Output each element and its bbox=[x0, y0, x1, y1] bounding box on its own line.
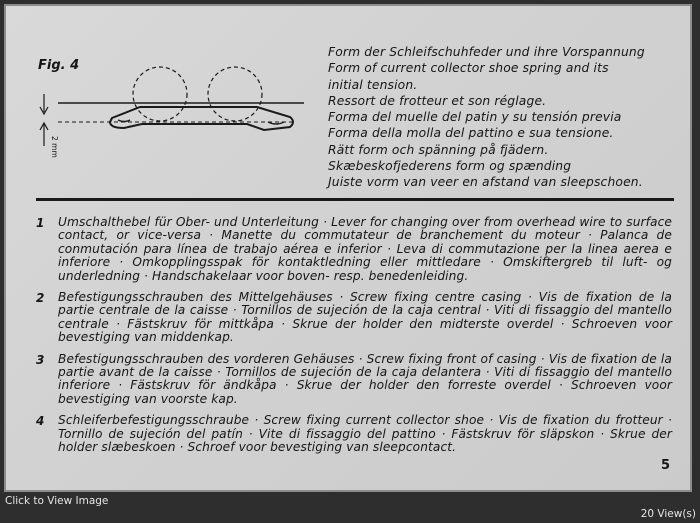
part-description: Befestigungsschrauben des vorderen Gehäuses · Screw fixing front of casing · Vis de fixation de la partie avant de la caisse · Tornillos de sujeción de la caja delantera · Viti di fissaggio del mantello inferiore · Fästskruv för ändkåpa · Skrue der holder den forreste overdel · Schroeven voor bevestiging van voorste kap. bbox=[58, 351, 672, 406]
parts-list bbox=[36, 216, 672, 463]
part-number: 3 bbox=[36, 352, 45, 367]
caption-line: Forma della molla del pattino e sua tensione. bbox=[328, 126, 614, 141]
figure-caption bbox=[328, 44, 645, 191]
figure-label: Fig. 4 bbox=[38, 58, 80, 73]
part-number: 2 bbox=[36, 291, 45, 306]
view-count: 20 View(s) bbox=[640, 508, 696, 520]
caption-line: initial tension. bbox=[328, 77, 418, 92]
manual-page-photo[interactable] bbox=[4, 4, 692, 492]
caption-line: Rätt form och spänning på fjädern. bbox=[328, 142, 549, 157]
caption-line: Form der Schleifschuhfeder und ihre Vorspannung bbox=[328, 45, 645, 59]
section-divider bbox=[36, 198, 674, 201]
part-description: Befestigungsschrauben des Mittelgehäuses · Screw fixing centre casing · Vis de fixation de la partie centrale de la caisse · Tornillos de sujeción de la caja central · Viti di fissaggio del mantello centrale · Fästskruv för mittkåpa · Skrue der holder den midterste overdel · Schroeven voor bevestiging van middenkap. bbox=[58, 290, 672, 345]
wheel-circle-right bbox=[208, 67, 262, 121]
part-item bbox=[36, 216, 672, 283]
part-number: 4 bbox=[36, 414, 45, 429]
part-item bbox=[36, 414, 672, 454]
part-item bbox=[36, 353, 672, 407]
dimension-label: 2 mm bbox=[50, 136, 59, 158]
shoe-spring bbox=[110, 107, 293, 130]
caption-line: Ressort de frotteur et son réglage. bbox=[328, 93, 547, 108]
caption-line: Juiste vorm van veer en afstand van sleepschoen. bbox=[328, 175, 643, 190]
part-description: Schleiferbefestigungsschraube · Screw fixing current collector shoe · Vis de fixation du frotteur · Tornillo de sujeción del patín · Vite di fissaggio del pattino · Fästskruv för släpskon · Skrue der holder slæbeskoen · Schroef voor bevestiging van sleepcontact. bbox=[58, 413, 672, 455]
collector-shoe-diagram bbox=[32, 56, 322, 166]
viewer-footer bbox=[0, 494, 700, 523]
caption-line: Form of current collector shoe spring and its bbox=[328, 61, 609, 76]
caption-line: Skæbeskofjederens form og spænding bbox=[328, 159, 572, 174]
caption-line: Forma del muelle del patin y su tensión previa bbox=[328, 110, 622, 125]
wheel-circle-left bbox=[133, 67, 187, 121]
page-number: 5 bbox=[661, 458, 671, 473]
part-description: Umschalthebel für Ober- und Unterleitung · Lever for changing over from overhead wire to surface contact, or vice-versa · Manette du commutateur de branchement du moteur · Palanca de conmutación para línea de trabajo aérea e inferior · Leva di commutazione per la linea aerea e inferiore · Omkopplingsspak för kontaktledning eller mittledare · Omskiftergreb til luft- og underledning · Handschakelaar voor boven- resp. benedenleiding. bbox=[58, 215, 672, 283]
view-image-link[interactable]: Click to View Image bbox=[5, 495, 109, 507]
part-item bbox=[36, 291, 672, 345]
part-number: 1 bbox=[36, 216, 45, 230]
